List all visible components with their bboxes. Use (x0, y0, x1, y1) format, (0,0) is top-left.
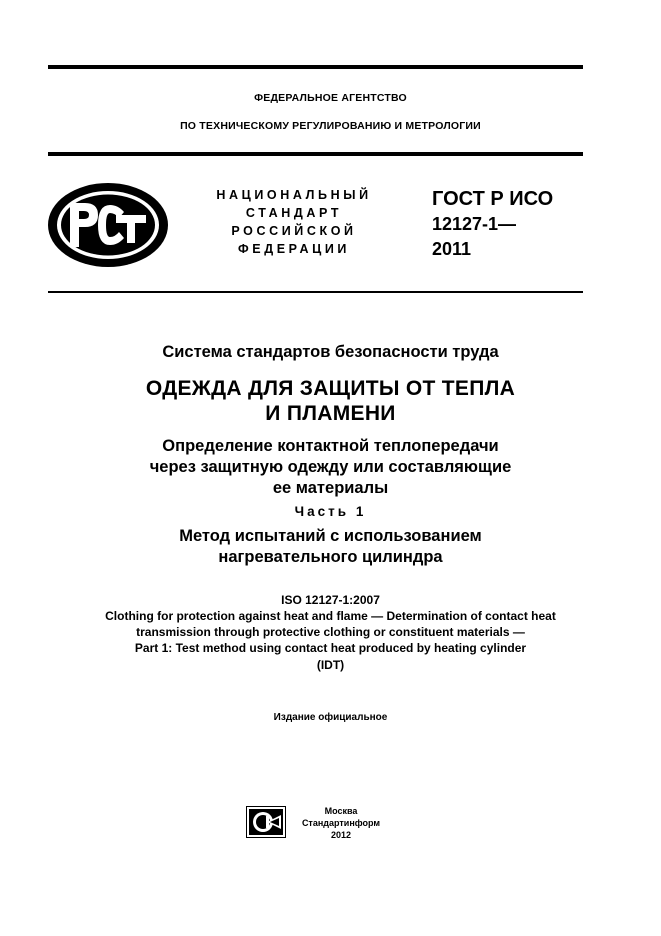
iso-title-line-2: transmission through protective clothing or constituent materials — (136, 625, 525, 639)
designation-line-1: ГОСТ Р ИСО (432, 188, 554, 210)
iso-title-line-1: Clothing for protection against heat and flame — Determination of contact heat (105, 609, 556, 623)
top-rule (48, 65, 583, 69)
national-standard-line-1: НАЦИОНАЛЬНЫЙ (216, 188, 372, 202)
designation-line-3: 2011 (432, 239, 472, 259)
subtitle-line-1: Определение контактной теплопередачи (162, 437, 499, 455)
designation-rule (48, 291, 583, 293)
series-title: Система стандартов безопасности труда (162, 343, 499, 361)
method-line-2: нагревательного цилиндра (218, 548, 443, 566)
subtitle-line-3: ее материалы (272, 479, 389, 497)
part-label: Часть 1 (294, 504, 367, 519)
header-rule (48, 152, 583, 156)
national-standard-line-2: СТАНДАРТ (245, 206, 343, 220)
publisher-city: Москва (324, 806, 358, 816)
iso-identity-mark: (IDT) (316, 658, 345, 672)
standartinform-logo-icon (246, 806, 286, 838)
rst-logo-icon (46, 181, 170, 269)
iso-title-line-3: Part 1: Test method using contact heat produced by heating cylinder (134, 641, 527, 655)
national-standard-line-4: ФЕДЕРАЦИИ (237, 242, 350, 256)
standard-designation (432, 187, 553, 262)
national-standard-line-3: РОССИЙСКОЙ (231, 224, 357, 238)
publisher-name: Стандартинформ (301, 818, 381, 828)
publisher-block (298, 805, 384, 841)
subtitle-line-2: через защитную одежду или составляющие (149, 458, 512, 476)
publisher-year: 2012 (330, 830, 352, 840)
agency-line-1: ФЕДЕРАЛЬНОЕ АГЕНТСТВО (254, 92, 407, 104)
designation-line-2: 12127-1— (432, 214, 517, 234)
edition-label: Издание официальное (273, 712, 388, 723)
main-title-line-2: И ПЛАМЕНИ (265, 402, 396, 425)
agency-line-2: ПО ТЕХНИЧЕСКОМУ РЕГУЛИРОВАНИЮ И МЕТРОЛОГИИ (180, 120, 481, 132)
national-standard-label (196, 186, 392, 258)
method-line-1: Метод испытаний с использованием (179, 527, 482, 545)
iso-reference: ISO 12127-1:2007 (281, 593, 380, 607)
main-title-line-1: ОДЕЖДА ДЛЯ ЗАЩИТЫ ОТ ТЕПЛА (145, 377, 516, 400)
